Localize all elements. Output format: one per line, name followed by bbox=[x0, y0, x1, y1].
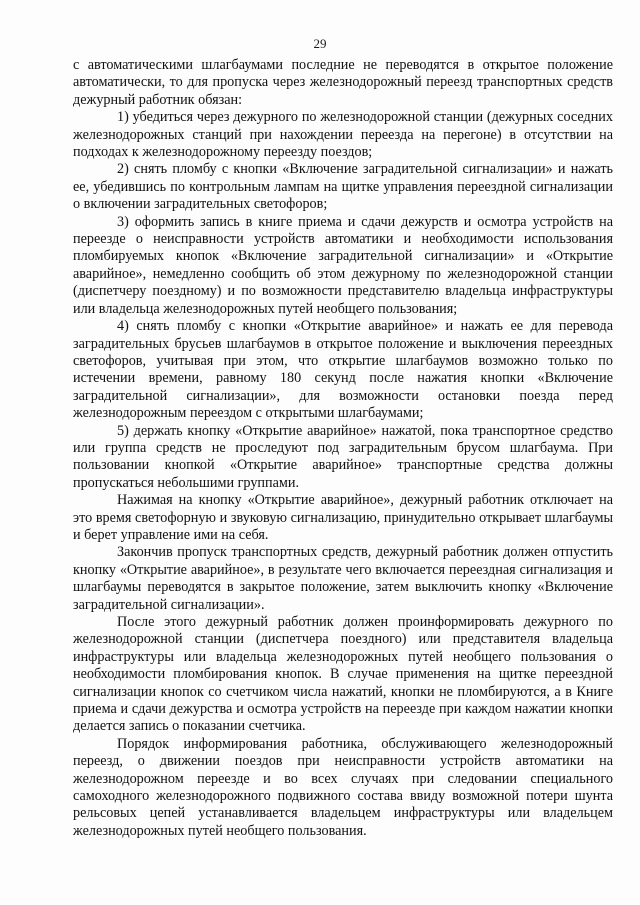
paragraph-item-2: 2) снять пломбу с кнопки «Включение заградительной сигнализации» и нажать ее, убедившись по контрольным лампам на щитке управления переездной сигнализации о включении заградительных светофоров; bbox=[73, 161, 613, 213]
document-body bbox=[73, 57, 613, 840]
paragraph-finish-pass: Закончив пропуск транспортных средств, дежурный работник должен отпустить кнопку «Открытие аварийное», в результате чего включается переездная сигнализация и шлагбаумы переводятся в закрытое положение, затем выключить кнопку «Включение заградительной сигнализации». bbox=[73, 544, 613, 613]
paragraph-emergency-open: Нажимая на кнопку «Открытие аварийное», дежурный работник отключает на это время светофорную и звуковую сигнализацию, принудительно открывает шлагбаумы и берет управление ими на себя. bbox=[73, 492, 613, 543]
paragraph-item-3: 3) оформить запись в книге приема и сдачи дежурств и осмотра устройств на переезде о неисправности устройств автоматики и необходимости использования пломбируемых кнопок «Включение заградительной сигнализации» и «Открытие аварийное», немедленно сообщить об этом дежурному по железнодорожной станции (диспетчеру поездному) и по возможности представителю владельца инфраструктуры или владельца железнодорожных путей необщего пользования; bbox=[73, 213, 613, 317]
paragraph-item-4: 4) снять пломбу с кнопки «Открытие аварийное» и нажать ее для перевода заградительных брусьев шлагбаумов в открытое положение и выключения переездных светофоров, учитывая при этом, что открытие шлагбаумов возможно только по истечении времени, равному 180 секунд после нажатия кнопки «Включение заградительной сигнализации», для возможности остановки поезда перед железнодорожным переездом с открытыми шлагбаумами; bbox=[73, 318, 613, 422]
page-number: 29 bbox=[313, 36, 327, 51]
paragraph-information-procedure: Порядок информирования работника, обслуживающего железнодорожный переезд, о движении поездов при неисправности устройств автоматики на железнодорожном переезде и во всех случаях при следовании специального самоходного железнодорожного подвижного состава ввиду возможной потери шунта рельсовых цепей устанавливается владельцем инфраструктуры или владельцем железнодорожных путей необщего пользования. bbox=[73, 735, 613, 839]
paragraph-item-1: 1) убедиться через дежурного по железнодорожной станции (дежурных соседних железнодорожных станций при нахождении переезда на перегоне) в отсутствии на подходах к железнодорожному переезду поездов; bbox=[73, 109, 613, 161]
paragraph-item-5: 5) держать кнопку «Открытие аварийное» нажатой, пока транспортное средство или группа средств не проследуют под заградительным брусом шлагбаума. При пользовании кнопкой «Открытие аварийное» транспортные средства должны пропускаться небольшими группами. bbox=[73, 422, 613, 491]
paragraph-continuation: с автоматическими шлагбаумами последние не переводятся в открытое положение автоматически, то для пропуска через железнодорожный переезд транспортных средств дежурный работник обязан: bbox=[73, 57, 613, 108]
paragraph-inform-sealing: После этого дежурный работник должен проинформировать дежурного по железнодорожной станции (диспетчера поездного) или представителя владельца инфраструктуры или владельца железнодорожных путей необщего пользования о необходимости пломбирования кнопок. В случае применения на щитке переездной сигнализации кнопок со счетчиком числа нажатий, кнопки не пломбируются, а в Книге приема и сдачи дежурства и осмотра устройств на переезде при каждом нажатии кнопки делается запись о показании счетчика. bbox=[73, 614, 613, 735]
